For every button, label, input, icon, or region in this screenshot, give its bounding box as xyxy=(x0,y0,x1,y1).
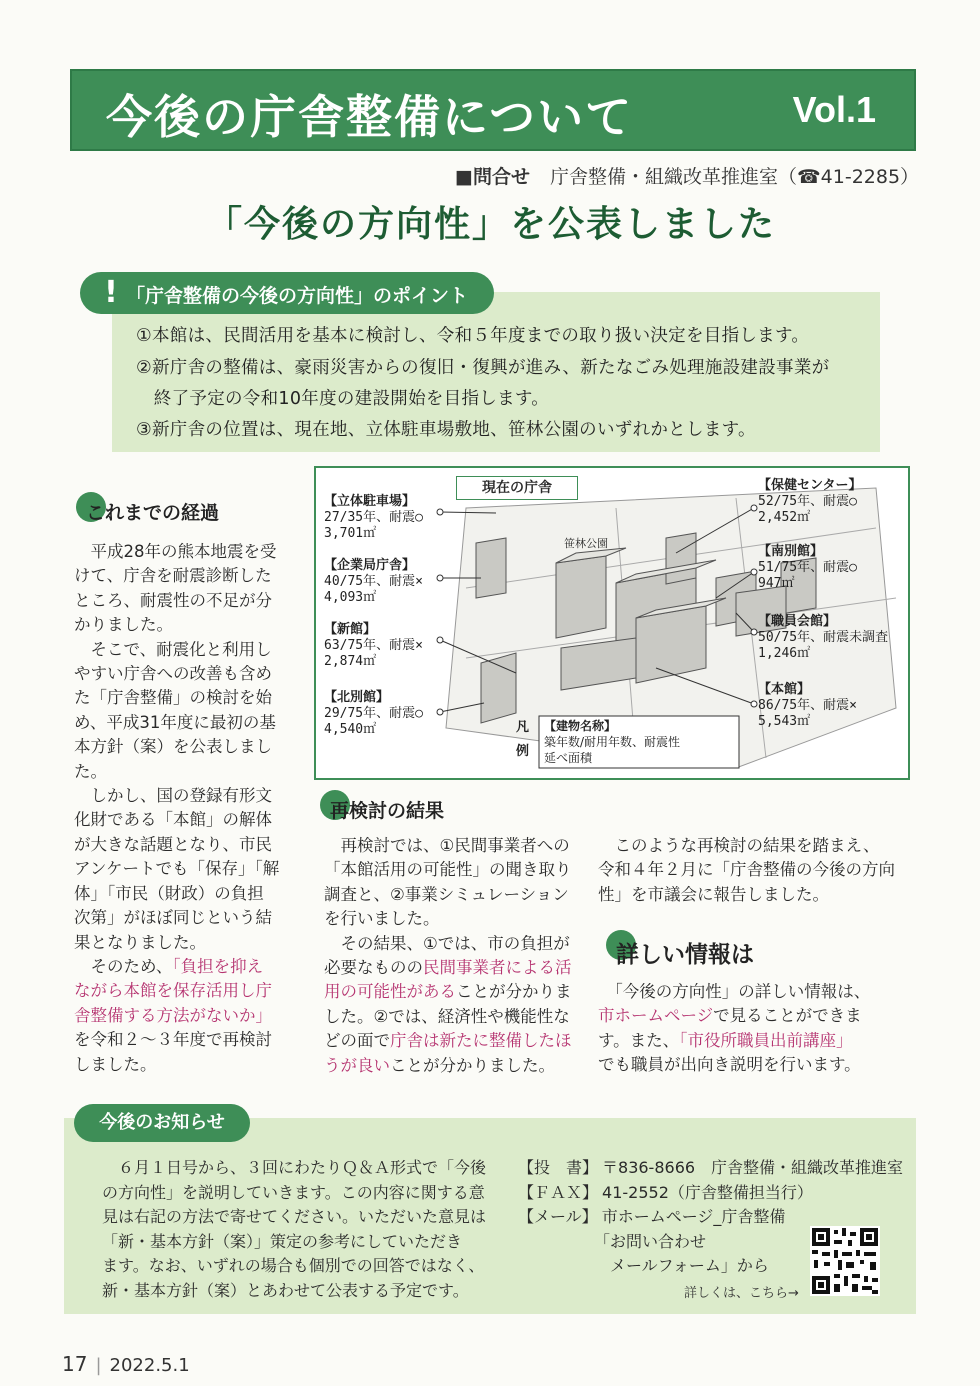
inquiry-line xyxy=(455,162,919,189)
notice-text: ６月１日号から、３回にわたりＱ＆Ａ形式で「今後 の方向性」を説明していきます。この内容に関する意 見は右記の方法で寄せてください。いただいた意見は 「新・基本方針（案）」策定の参考にしていただき ます。なお、いずれの場合も個別での回答ではなく、 新・基本方針（案）とあわせて公表する予定です。 xyxy=(102,1158,487,1300)
building-label: 【立体駐車場】 27/35年、耐震○ 3,701㎡ xyxy=(324,494,423,541)
point-line: 終了予定の令和10年度の建設開始を目指します。 xyxy=(136,389,550,409)
current-building-label: 現在の庁舎 xyxy=(456,476,578,500)
point-line: ②新庁舎の整備は、豪雨災害からの復旧・復興が進み、新たなごみ処理施設建設事業が xyxy=(136,358,830,378)
history-heading: これまでの経過 xyxy=(86,498,219,525)
inquiry-contact: 庁舎整備・組織改革推進室（☎41-2285） xyxy=(550,166,920,188)
qr-caption: 詳しくは、こちら→ xyxy=(684,1286,799,1301)
notice-title-pill: 今後のお知らせ xyxy=(74,1104,250,1142)
building-label: 【南別館】 51/75年、耐震○ 947㎡ xyxy=(758,544,857,591)
notice-contacts: 【投 書】 〒836-8666 庁舎整備・組織改革推進室 【ＦＡＸ】 41-2552（庁舎整備担当行） 【メール】 市ホームページ_庁舎整備 「お問い合わせ メールフォーム」から xyxy=(518,1158,904,1276)
notice-box xyxy=(64,1118,916,1314)
building-label: 【北別館】 29/75年、耐震○ 4,540㎡ xyxy=(324,690,423,737)
inquiry-label: ■問合せ xyxy=(455,166,530,188)
building-label: 【新館】 63/75年、耐震× 2,874㎡ xyxy=(324,622,423,669)
building-label: 【保健センター】 52/75年、耐震○ 2,452㎡ xyxy=(758,478,862,525)
qr-code-icon[interactable] xyxy=(810,1226,880,1296)
park-label: 笹林公園 xyxy=(564,537,608,550)
points-title-pill xyxy=(80,272,494,314)
homepage-link[interactable]: 市ホームページ xyxy=(598,1006,714,1026)
history-text: 平成28年の熊本地震を受 けて、庁舎を耐震診断した ところ、耐震性の不足が分 かりました。 そこで、耐震化と利用し やすい庁舎への改善も含め た「庁舎整備」の検討を始 め、平成31年度に最初の基 本方針（案）を公表しまし た。 しかし、国の登録有形文 化財である「本館」の解体 が大きな話題となり、市民 アンケートでも「保存」「解 体」「市民（財政）の負担 次第」がほぼ同じという結 果となりました。 そのため、「負担を抑え ながら本館を保存活用し庁 舎整備する方法がないか」 を令和２～３年度で再検討 しました。 xyxy=(74,542,280,1074)
exclamation-icon: ! xyxy=(104,275,118,310)
page-title: 今後の庁舎整備について xyxy=(106,90,634,144)
building-label: 【本館】 86/75年、耐震× 5,543㎡ xyxy=(758,682,857,729)
points-box xyxy=(112,292,880,452)
building-label: 【職員会館】 50/75年、耐震未調査 1,246㎡ xyxy=(758,614,889,661)
points-title: 「庁舎整備の今後の方向性」のポイント xyxy=(126,285,469,307)
reexam-text: 再検討では、①民間事業者への 「本館活用の可能性」の聞き取り 調査と、②事業シミュレーション を行いました。 その結果、①では、市の負担が 必要なものの民間事業者による活 用の可能性があることが分かりま した。②では、経済性や機能性な どの面で庁舎は新たに整備したほ うが良いことが分かりました。 xyxy=(324,836,572,1075)
page-number: 17 xyxy=(62,1352,88,1376)
issue-date: 2022.5.1 xyxy=(109,1355,190,1376)
conclusion-text: このような再検討の結果を踏まえ、 令和４年２月に「庁舎整備の今後の方向 性」を市議会に報告しました。 xyxy=(598,836,895,904)
title-band xyxy=(70,69,916,151)
building-label: 【企業局庁舎】 40/75年、耐震× 4,093㎡ xyxy=(324,558,423,605)
details-heading: 詳しい情報は xyxy=(616,936,754,969)
point-line: ③新庁舎の位置は、現在地、立体駐車場敷地、笹林公園のいずれかとします。 xyxy=(136,420,756,440)
legend-key: 凡 xyxy=(516,720,530,735)
legend-key: 例 xyxy=(516,744,530,759)
legend: 【建物名称】 築年数/耐用年数、耐震性 延べ面積 xyxy=(544,719,681,765)
headline: 「今後の方向性」を公表しました xyxy=(206,204,777,245)
volume-label: Vol.1 xyxy=(792,89,876,130)
point-line: ①本館は、民間活用を基本に検討し、令和５年度までの取り扱い決定を目指します。 xyxy=(136,326,810,346)
reexam-heading: 再検討の結果 xyxy=(330,796,444,823)
details-text: 「今後の方向性」の詳しい情報は、 市ホームページで見ることができま す。また、「市役所職員出前講座」 でも職員が出向き説明を行います。 xyxy=(598,982,871,1075)
page-footer: 17 | 2022.5.1 xyxy=(62,1352,190,1376)
building-diagram xyxy=(314,466,910,780)
